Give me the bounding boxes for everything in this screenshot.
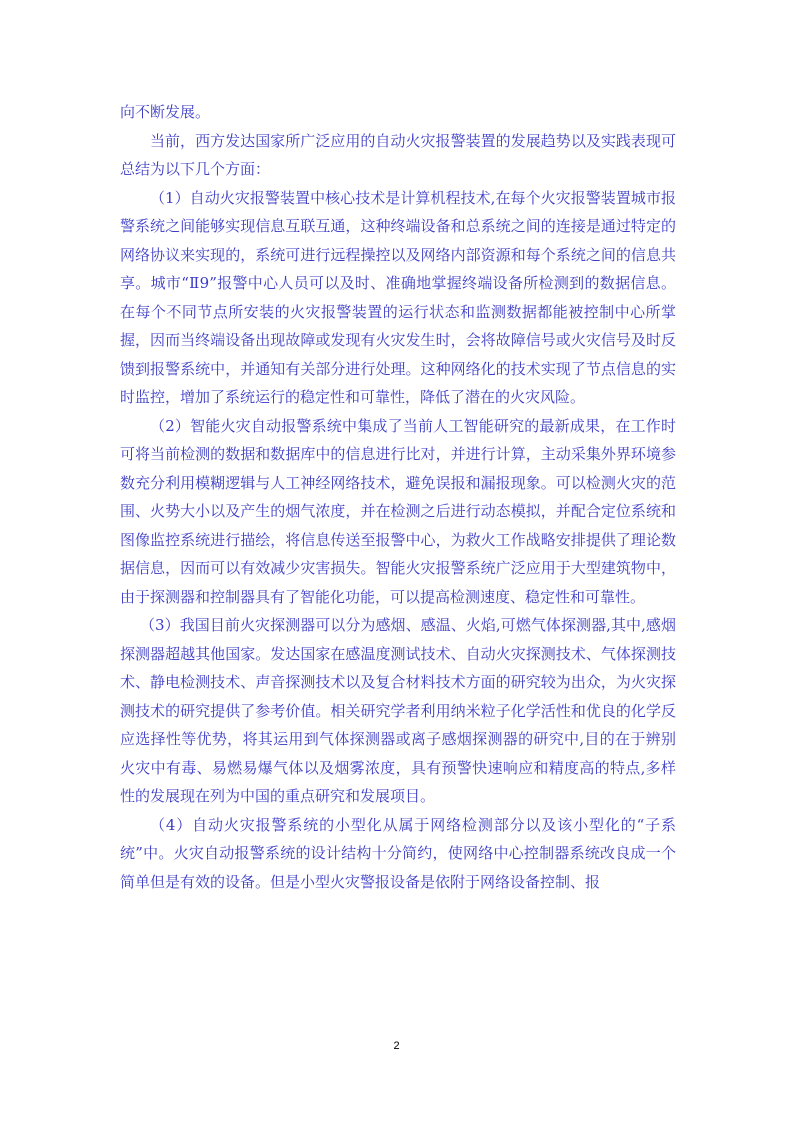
paragraph-item-3: （3）我国目前火灾探测器可以分为感烟、感温、火焰,可燃气体探测器,其中,感烟探测器超越其他国家。发达国家在感温度测试技术、自动火灾探测技术、气体探测技术、静电检测技术、声音探测技术以及复合材料技术方面的研究较为出众，为火灾探测技术的研究提供了参考价值。相关研究学者利用纳米粒子化学活性和优良的化学反应选择性等优势，将其运用到气体探测器或离子感烟探测器的研究中,目的在于辨别火灾中有毒、易燃易爆气体以及烟雾浓度，具有预警快速响应和精度高的特点,多样性的发展现在列为中国的重点研究和发展项目。 (120, 616, 676, 805)
body-text (120, 98, 676, 896)
paragraph-item-2: （2）智能火灾自动报警系统中集成了当前人工智能研究的最新成果，在工作时可将当前检测的数据和数据库中的信息进行比对，并进行计算，主动采集外界环境参数充分利用模糊逻辑与人工神经网络技术，避免误报和漏报现象。可以检测火灾的范围、火势大小以及产生的烟气浓度，并在检测之后进行动态模拟，并配合定位系统和图像监控系统进行描绘，将信息传送至报警中心，为救火工作战略安排提供了理论数据信息，因而可以有效减少灾害损失。智能火灾报警系统广泛应用于大型建筑物中，由于探测器和控制器具有了智能化功能，可以提高检测速度、稳定性和可靠性。 (120, 416, 676, 606)
paragraph-continuation: 向不断发展。 (120, 103, 211, 121)
paragraph-intro: 当前，西方发达国家所广泛应用的自动火灾报警装置的发展趋势以及实践表现可总结为以下几个方面： (120, 131, 676, 178)
paragraph-item-1: （1）自动火灾报警装置中核心技术是计算机程技术,在每个火灾报警装置城市报警系统之间能够实现信息互联互通，这种终端设备和总系统之间的连接是通过特定的网络协议来实现的，系统可进行远程操控以及网络内部资源和每个系统之间的信息共享。城市“Ⅱ9”报警中心人员可以及时、准确地掌握终端设备所检测到的数据信息。在每个不同节点所安装的火灾报警装置的运行状态和监测数据都能被控制中心所掌握，因而当终端设备出现故障或发现有火灾发生时，会将故障信号或火灾信号及时反馈到报警系统中，并通知有关部分进行处理。这种网络化的技术实现了节点信息的实时监控，增加了系统运行的稳定性和可靠性，降低了潜在的火灾风险。 (120, 188, 676, 406)
paragraph-item-4: （4）自动火灾报警系统的小型化从属于网络检测部分以及该小型化的“子系统”中。火灾自动报警系统的设计结构十分简约，使网络中心控制器系统改良成一个简单但是有效的设备。但是小型火灾警报设备是依附于网络设备控制、报 (120, 815, 676, 891)
page-number: 2 (393, 1040, 400, 1052)
